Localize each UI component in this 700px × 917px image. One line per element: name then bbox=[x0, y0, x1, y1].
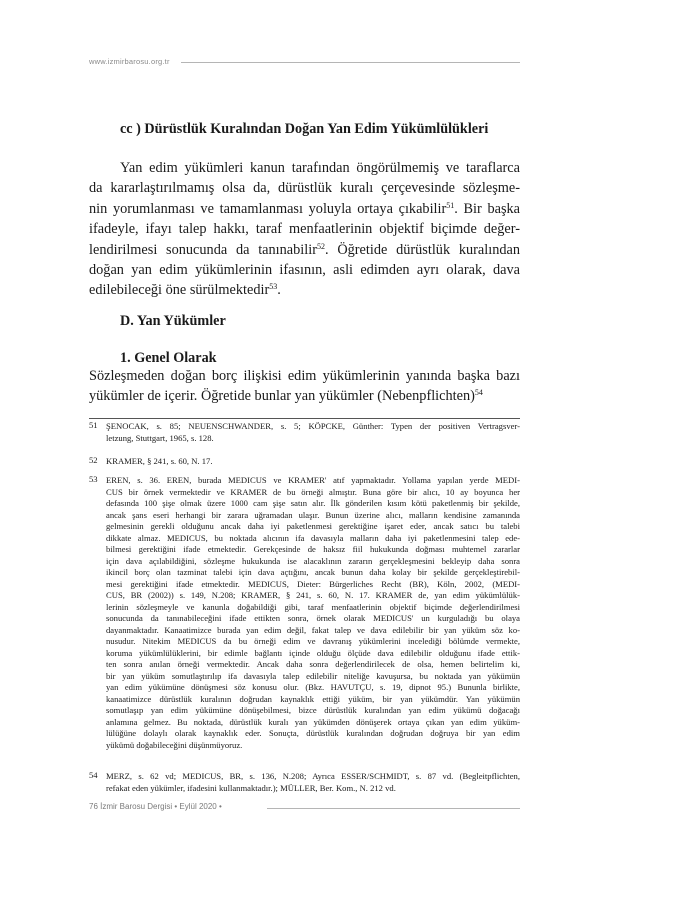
header-url: www.izmirbarosu.org.tr bbox=[89, 57, 170, 66]
paragraph-line: yükümler de içerir. Öğretide bunlar yan yükümler (Nebenpflichten)$^{54}$ bbox=[89, 388, 483, 405]
footnote-ref: 51 bbox=[446, 200, 455, 210]
section-heading-d: D. Yan Yükümler bbox=[120, 313, 226, 329]
paragraph-line: Yan edim yükümleri kanun tarafından öngörülmemiş ve taraflarca bbox=[120, 160, 520, 176]
footnote-line: somutlaşıp yan edim yükümüne dönüşebilmesi, bizce dürüstlük kuralından yan edim yükümü doğacağı bbox=[106, 705, 520, 715]
header-rule bbox=[181, 62, 520, 63]
footnote-number: 53 bbox=[89, 474, 98, 484]
footnote-line: dayanmaktadır. Kanaatimizce burada yan edim değil, fakat talep ve dava edilebilir bir yan yüküm söz ko- bbox=[106, 624, 520, 635]
footnote-line: yükümü doğabileceğini düşünmüyoruz. bbox=[106, 739, 243, 750]
footnote-line: ikincil borç olan tazminat talebi için dava açtığını, ancak bunun daha kolay bir şekilde gerçekleştirebil- bbox=[106, 567, 520, 577]
section-heading-cc: cc ) Dürüstlük Kuralından Doğan Yan Edim Yükümlülükleri bbox=[120, 121, 489, 137]
footnote-line: mesi gerektiğini ifade etmektedir. MEDICUS, Dieter: Bürgerliches Recht (BR), Köln, 2002, (MEDI- bbox=[106, 578, 520, 589]
footnote-line: kanaatimizce dürüstlük kuralının doğrudan kaynaklık ettiği yüküm, bir yan yükümdür. Yan yükümün bbox=[106, 693, 520, 704]
footnote-line: dikkate almaz. MEDICUS, bu noktada alıcının ifa davasıyla malların daha iyi paketlenmesini talep ede- bbox=[106, 532, 520, 543]
footnote-line: letzung, Stuttgart, 1965, s. 128. bbox=[106, 432, 214, 443]
footnote-line: yan edim yükümüne dönüşmesi söz konusu olur. (Bkz. HAVUTÇU, s. 19, dipnot 95.) Bununla birlikte, bbox=[106, 682, 520, 692]
footer-rule bbox=[267, 808, 520, 809]
footnote-line: CUS bir örnek vermektedir ve KRAMER de bu örneği almıştır. Buna göre bir alıcı, 10 ay boyunca her bbox=[106, 486, 520, 497]
footnote-line: koruma yükümlülüklerini, bir edimle bağlantı içinde olduğu ölçüde dava edilebilir olduğunu ifade ettik- bbox=[106, 647, 520, 658]
footnote-line: için dava açılabildiğini, sözleşme hukukunda ise alacaklının zararın gerçekleşmesini bekleyip daha sonra bbox=[106, 555, 520, 566]
footnote-number: 52 bbox=[89, 455, 98, 465]
footnote-line: EREN, s. 36. EREN, burada MEDICUS ve KRAMER' atıf yapmaktadır. Yollama yapılan yerde MEDI- bbox=[106, 475, 520, 485]
footnote-ref: 53 bbox=[269, 282, 278, 292]
footnote-line: MERZ, s. 62 vd; MEDICUS, BR, s. 136, N.208; Ayrıca ESSER/SCHMIDT, s. 87 vd. (Begleitpflichten, bbox=[106, 771, 520, 781]
paragraph-line: da kararlaştırılmamış olsa da, dürüstlük kuralı çerçevesinde sözleşme- bbox=[89, 180, 520, 197]
section-heading-1: 1. Genel Olarak bbox=[120, 350, 217, 366]
footnote-line: bir yan yüküm somutlaştırılıp ifa davasıyla talep edilebilir niteliğe kavuşursa, bu noktada yan yükümün bbox=[106, 670, 520, 681]
footer-text: 76 İzmir Barosu Dergisi • Eylül 2020 • bbox=[89, 802, 222, 811]
footnote-line: lerinin sözleşmeyle ve kanunla doğabildiği gibi, taraf menfaatlerinin objektif biçimde değerlendirilmesi bbox=[106, 601, 520, 612]
footnote-line: ŞENOCAK, s. 85; NEUENSCHWANDER, s. 5; KÖPCKE, Günther: Typen der positiven Vertragsver- bbox=[106, 421, 520, 431]
page-header bbox=[89, 57, 520, 69]
paragraph-line: edilebileceği öne sürülmektedir$^{53}$. bbox=[89, 282, 281, 299]
footnote-line: anlamına gelmez. Bu noktada, dürüstlük kuralı yan yükümden dönüşerek ortaya çıkan yan edim yüküm- bbox=[106, 716, 520, 727]
footnote-line: ten sonra anılan örneği vermektedir. Ancak daha sonra değerlendirilecek de olsa, hemen belirtelim ki, bbox=[106, 659, 520, 669]
footnote-ref: 52 bbox=[316, 241, 325, 251]
footnote-line: bilmesi gerektiğini ifade etmektedir. Gerekçesinde de haksız fiil hukukunda doğması muhtemel zararlar bbox=[106, 544, 520, 554]
footnote-line: ancak şans eseri herhangi bir zarara uğramadan ulaşır. Bunun üzerine alıcı, malların kendisine zamanında bbox=[106, 509, 520, 520]
footnote-line: lülüğüne dolaylı olarak kaynaklık eder. Sonuçta, dürüstlük kuralından doğrudan doğruya bir yan edim bbox=[106, 728, 520, 738]
paragraph-line: Sözleşmeden doğan borç ilişkisi edim yükümlerinin yanında başka bazı bbox=[89, 368, 520, 384]
paragraph-line: nin yorumlanması ve tamamlanması yoluyla ortaya çıkabilir$^{51}$. Bir başka bbox=[89, 200, 521, 217]
footnote-line: defasında 100 şişe olmak üzere 1000 cam şişe satın alır. İlk gönderilen kısım kötü paketlenmiş bir şekilde, bbox=[106, 498, 520, 508]
footnote-ref: 54 bbox=[474, 388, 483, 398]
paragraph-line: ifadeyle, ifayı talep hakkı, taraf menfaatlerinin objektif biçimde değer- bbox=[89, 221, 520, 238]
footnote-line: refakat eden yükümler, ifadesini kullanmaktadır.); MÜLLER, Ber. Kom., N. 212 vd. bbox=[106, 782, 396, 793]
page-footer bbox=[89, 802, 520, 816]
paragraph-1 bbox=[89, 158, 520, 301]
footnote-line: CUS, BR (2002)) s. 149, N.208; KRAMER, § 241, s. 60, N. 17. KRAMER de, yan edim yükümlülük- bbox=[106, 590, 520, 600]
footnote-line: nusudur. Nitekim MEDICUS da bu örneği edim ve davranış yükümlerini incelediği bölümde vermekte, bbox=[106, 636, 520, 646]
paragraph-line: doğan yan edim yükümlerinin ifasının, asli edimden ayrı olarak, dava bbox=[89, 261, 520, 278]
footnote-line: KRAMER, § 241, s. 60, N. 17. bbox=[106, 456, 213, 466]
footnote-separator bbox=[89, 418, 520, 419]
paragraph-line: lendirilmesi sonucunda da tanınabilir$^{52}$. Öğretide dürüstlük kuralından bbox=[89, 241, 521, 258]
footnote-line: gelmesinin gerekli olduğunu ancak daha iyi paketlenmesi gerektiğine işaret eder, ancak satıcı bu talebi bbox=[106, 521, 520, 531]
footnote-number: 54 bbox=[89, 770, 98, 780]
footnote-number: 51 bbox=[89, 420, 98, 430]
paragraph-2 bbox=[89, 366, 520, 407]
footnote-line: sonucunda da tanınabileceğini ifade ettikten sonra, örnek olarak MEDICUS' un kurguladığı bu olaya bbox=[106, 613, 520, 623]
